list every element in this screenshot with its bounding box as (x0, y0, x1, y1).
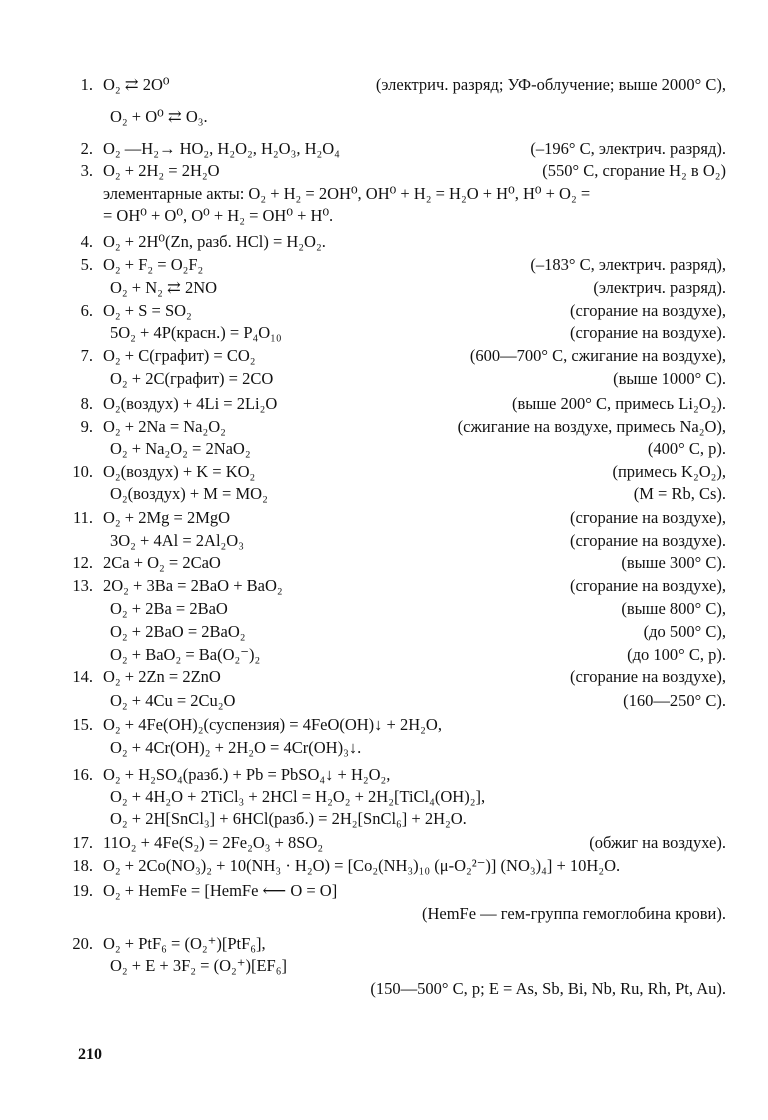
reaction-number: 15. (72, 715, 93, 734)
reaction-conditions: (выше 800° С), (621, 599, 726, 618)
equation-row (0, 300, 768, 322)
reaction-equation: 2Ca + O₂ = 2CaO (103, 553, 221, 572)
reaction-equation: O₂ + H₂SO₄(разб.) + Pb = PbSO₄↓ + H₂O₂, (103, 765, 391, 784)
reaction-equation: O₂(воздух) + K = KO₂ (103, 462, 256, 481)
reaction-equation: O₂ + Na₂O₂ = 2NaO₂ (110, 439, 251, 458)
reaction-conditions: (выше 1000° С). (613, 369, 726, 388)
equation-row (0, 254, 768, 276)
reaction-equation: 5O₂ + 4P(красн.) = P₄O₁₀ (110, 323, 282, 342)
equation-row (0, 393, 768, 415)
equation-row (0, 322, 768, 344)
reaction-conditions: (сгорание на воздухе). (570, 323, 726, 342)
equation-row (0, 483, 768, 505)
reaction-number: 6. (80, 301, 93, 320)
equation-row (0, 160, 768, 182)
reaction-conditions: (сгорание на воздухе). (570, 531, 726, 550)
equation-row (0, 955, 768, 977)
reaction-equation: O₂ + HemFe = [HemFe ⟵ O = O] (103, 881, 338, 900)
reaction-number: 14. (72, 667, 93, 686)
reaction-equation: O₂ + N₂ ⇄ 2NO (110, 278, 218, 297)
equation-row (0, 903, 768, 925)
equation-row (0, 808, 768, 830)
reaction-number: 19. (72, 881, 93, 900)
reaction-conditions: (HemFe — гем-группа гемоглобина крови). (421, 904, 726, 923)
reaction-conditions: (выше 300° С). (621, 553, 726, 572)
reaction-equation: O₂ + BaO₂ = Ba(O₂⁻)₂ (110, 645, 261, 664)
reaction-number: 8. (80, 394, 93, 413)
equation-row (0, 933, 768, 955)
reaction-equation: O₂ + 2C(графит) = 2CO (110, 369, 274, 388)
equation-row (0, 183, 768, 205)
reaction-conditions: (550° С, сгорание H₂ в O₂) (542, 161, 726, 180)
reaction-equation: 3O₂ + 4Al = 2Al₂O₃ (110, 531, 244, 550)
reaction-conditions: (M = Rb, Cs). (633, 484, 726, 503)
reaction-number: 3. (80, 161, 93, 180)
reaction-conditions: (сгорание на воздухе), (570, 576, 726, 595)
reaction-conditions: (электрич. разряд; УФ-облучение; выше 2000° С), (375, 75, 726, 94)
equation-row (0, 978, 768, 1000)
elementary-acts-text: элементарные акты: O₂ + H₂ = 2OH⁰, OH⁰ + H₂ = H₂O + H⁰, H⁰ + O₂ = (103, 184, 591, 203)
equation-row (0, 552, 768, 574)
reaction-equation: O₂ + PtF₆ = (O₂⁺)[PtF₆], (103, 934, 266, 953)
equation-row (0, 74, 768, 96)
reaction-equation: O₂(воздух) + M = MO₂ (110, 484, 268, 503)
reaction-conditions: (400° С, p). (647, 439, 726, 458)
equation-row (0, 690, 768, 712)
equation-row (0, 786, 768, 808)
reaction-equation: O₂ + E + 3F₂ = (O₂⁺)[EF₆] (110, 956, 287, 975)
reaction-equation: O₂ —H₂→ HO₂, H₂O₂, H₂O₃, H₂O₄ (103, 139, 340, 158)
reaction-conditions: (сгорание на воздухе), (570, 301, 726, 320)
reaction-equation: 2O₂ + 3Ba = 2BaO + BaO₂ (103, 576, 283, 595)
equation-row (0, 205, 768, 227)
reaction-conditions: (600—700° С, сжигание на воздухе), (469, 346, 726, 365)
equation-row (0, 345, 768, 367)
reaction-number: 2. (80, 139, 93, 158)
reaction-equation: O₂ + 2Zn = 2ZnO (103, 667, 221, 686)
reaction-number: 20. (72, 934, 93, 953)
reaction-equation: O₂ + 2Co(NO₃)₂ + 10(NH₃ · H₂O) = [Co₂(NH₃)₁₀ (μ-O₂²⁻)] (NO₃)₄] + 10H₂O. (103, 856, 621, 875)
equation-row (0, 666, 768, 688)
reaction-number: 4. (80, 232, 93, 251)
reaction-conditions: (выше 200° С, примесь Li₂O₂). (511, 394, 726, 413)
reaction-equation: O₂ + 2BaO = 2BaO₂ (110, 622, 246, 641)
reaction-conditions: (до 500° С), (643, 622, 726, 641)
reaction-equation: O₂ + 2Ba = 2BaO (110, 599, 228, 618)
equation-row (0, 644, 768, 666)
reaction-conditions: (электрич. разряд). (593, 278, 726, 297)
reaction-conditions: (–183° С, электрич. разряд), (530, 255, 726, 274)
reaction-equation: O₂ + O⁰ ⇄ O₃. (110, 107, 208, 126)
reaction-number: 12. (72, 553, 93, 572)
reaction-conditions: (–196° С, электрич. разряд). (530, 139, 726, 158)
reaction-equation: O₂ + 2H₂ = 2H₂O (103, 161, 220, 180)
reaction-conditions: (160—250° С). (623, 691, 726, 710)
reaction-equation: O₂ ⇄ 2O⁰ (103, 75, 170, 94)
reaction-equation: O₂ + 2Na = Na₂O₂ (103, 417, 226, 436)
reaction-equation: O₂ + C(графит) = CO₂ (103, 346, 256, 365)
reaction-conditions: (сгорание на воздухе), (570, 667, 726, 686)
reaction-number: 17. (72, 833, 93, 852)
reaction-number: 9. (80, 417, 93, 436)
reaction-equation: O₂ + 2Mg = 2MgO (103, 508, 231, 527)
reaction-equation: O₂ + 4Cu = 2Cu₂O (110, 691, 236, 710)
elementary-acts-text: = OH⁰ + O⁰, O⁰ + H₂ = OH⁰ + H⁰. (103, 206, 334, 225)
reaction-equation: O₂ + F₂ = O₂F₂ (103, 255, 204, 274)
reaction-conditions: (сжигание на воздухе, примесь Na₂O), (457, 417, 726, 436)
reaction-number: 1. (80, 75, 93, 94)
equation-row (0, 832, 768, 854)
reaction-number: 5. (80, 255, 93, 274)
reaction-equation: O₂(воздух) + 4Li = 2Li₂O (103, 394, 278, 413)
reaction-equation: O₂ + 4H₂O + 2TiCl₃ + 2HCl = H₂O₂ + 2H₂[TiCl₄(OH)₂], (110, 787, 486, 806)
reaction-equation: O₂ + 4Fe(OH)₂(суспензия) = 4FeO(OH)↓ + 2H₂O, (103, 715, 442, 734)
reaction-number: 16. (72, 765, 93, 784)
equation-row (0, 855, 768, 877)
reaction-conditions: (обжиг на воздухе). (589, 833, 726, 852)
equation-row (0, 530, 768, 552)
equation-row (0, 737, 768, 759)
equation-row (0, 621, 768, 643)
reaction-equation: O₂ + S = SO₂ (103, 301, 192, 320)
reaction-conditions: (150—500° С, p; E = As, Sb, Bi, Nb, Ru, Rh, Pt, Au). (370, 979, 726, 998)
reaction-conditions: (сгорание на воздухе), (570, 508, 726, 527)
reaction-equation: O₂ + 2H[SnCl₃] + 6HCl(разб.) = 2H₂[SnCl₆] + 2H₂O. (110, 809, 467, 828)
reaction-number: 18. (72, 856, 93, 875)
equation-row (0, 138, 768, 160)
reaction-conditions: (примесь K₂O₂), (612, 462, 726, 481)
equation-row (0, 106, 768, 128)
equation-row (0, 764, 768, 786)
reaction-number: 13. (72, 576, 93, 595)
equation-row (0, 231, 768, 253)
equation-row (0, 880, 768, 902)
equation-row (0, 368, 768, 390)
equation-row (0, 575, 768, 597)
equation-row (0, 277, 768, 299)
reaction-equation: 11O₂ + 4Fe(S₂) = 2Fe₂O₃ + 8SO₂ (103, 833, 324, 852)
reaction-conditions: (до 100° С, p). (627, 645, 726, 664)
equation-row (0, 714, 768, 736)
reaction-number: 11. (72, 508, 93, 527)
reaction-number: 10. (72, 462, 93, 481)
equation-row (0, 461, 768, 483)
equation-row (0, 438, 768, 460)
equation-row (0, 416, 768, 438)
equation-row (0, 598, 768, 620)
reaction-number: 7. (80, 346, 93, 365)
reaction-equation: O₂ + 2H⁰(Zn, разб. HCl) = H₂O₂. (103, 232, 326, 251)
equation-row (0, 507, 768, 529)
reaction-equation: O₂ + 4Cr(OH)₂ + 2H₂O = 4Cr(OH)₃↓. (110, 738, 362, 757)
page-number: 210 (78, 1046, 102, 1063)
